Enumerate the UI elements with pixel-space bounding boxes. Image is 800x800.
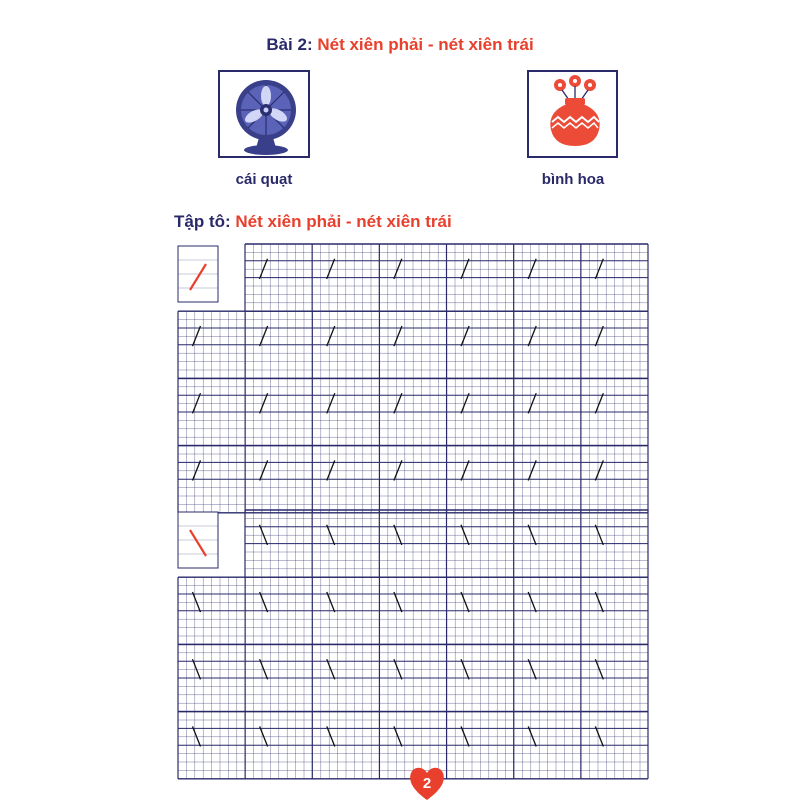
example-card: [178, 246, 218, 302]
trace-stroke[interactable]: [260, 326, 268, 346]
trace-stroke[interactable]: [394, 393, 402, 413]
trace-stroke[interactable]: [461, 726, 469, 746]
trace-stroke[interactable]: [192, 393, 200, 413]
trace-stroke[interactable]: [260, 659, 268, 679]
trace-stroke[interactable]: [394, 326, 402, 346]
practice-row: [178, 644, 648, 711]
trace-stroke[interactable]: [192, 460, 200, 480]
trace-stroke[interactable]: [327, 525, 335, 545]
practice-block: [178, 510, 648, 779]
practice-prefix: Tập tô:: [174, 212, 231, 231]
trace-stroke[interactable]: [192, 726, 200, 746]
practice-name: Nét xiên phải - nét xiên trái: [235, 212, 452, 231]
practice-block: [178, 244, 648, 513]
exercise-prefix: Bài 2:: [266, 35, 313, 54]
practice-row: [178, 446, 648, 513]
trace-stroke[interactable]: [461, 393, 469, 413]
trace-stroke[interactable]: [394, 726, 402, 746]
practice-row: [245, 510, 648, 577]
trace-stroke[interactable]: [327, 326, 335, 346]
trace-stroke[interactable]: [461, 259, 469, 279]
trace-stroke[interactable]: [595, 393, 603, 413]
trace-stroke[interactable]: [528, 393, 536, 413]
trace-stroke[interactable]: [461, 659, 469, 679]
trace-stroke[interactable]: [528, 592, 536, 612]
trace-stroke[interactable]: [595, 460, 603, 480]
trace-stroke[interactable]: [394, 259, 402, 279]
trace-stroke[interactable]: [192, 659, 200, 679]
trace-stroke[interactable]: [394, 460, 402, 480]
practice-row: [178, 311, 648, 378]
trace-stroke[interactable]: [595, 326, 603, 346]
trace-stroke[interactable]: [528, 726, 536, 746]
fan-caption: cái quạt: [235, 171, 293, 188]
practice-row: [178, 378, 648, 445]
trace-stroke[interactable]: [327, 460, 335, 480]
trace-stroke[interactable]: [461, 592, 469, 612]
trace-stroke[interactable]: [595, 659, 603, 679]
trace-stroke[interactable]: [327, 393, 335, 413]
trace-stroke[interactable]: [260, 393, 268, 413]
example-card: [178, 512, 218, 568]
trace-stroke[interactable]: [461, 326, 469, 346]
trace-stroke[interactable]: [192, 326, 200, 346]
trace-stroke[interactable]: [595, 259, 603, 279]
trace-stroke[interactable]: [394, 525, 402, 545]
page-number: 2: [422, 775, 432, 792]
trace-stroke[interactable]: [528, 525, 536, 545]
trace-stroke[interactable]: [595, 726, 603, 746]
trace-stroke[interactable]: [327, 659, 335, 679]
trace-stroke[interactable]: [394, 659, 402, 679]
trace-stroke[interactable]: [327, 726, 335, 746]
trace-stroke[interactable]: [327, 259, 335, 279]
trace-stroke[interactable]: [528, 460, 536, 480]
trace-stroke[interactable]: [259, 525, 267, 545]
trace-stroke[interactable]: [461, 525, 469, 545]
practice-row: [178, 577, 648, 644]
trace-stroke[interactable]: [259, 259, 267, 279]
trace-stroke[interactable]: [260, 592, 268, 612]
trace-stroke[interactable]: [528, 326, 536, 346]
trace-stroke[interactable]: [394, 592, 402, 612]
trace-stroke[interactable]: [461, 460, 469, 480]
trace-stroke[interactable]: [260, 460, 268, 480]
trace-stroke[interactable]: [260, 726, 268, 746]
practice-row: [245, 244, 648, 311]
trace-stroke[interactable]: [528, 259, 536, 279]
trace-stroke[interactable]: [192, 592, 200, 612]
trace-stroke[interactable]: [595, 592, 603, 612]
exercise-name: Nét xiên phải - nét xiên trái: [317, 35, 534, 54]
trace-stroke[interactable]: [327, 592, 335, 612]
trace-stroke[interactable]: [528, 659, 536, 679]
vase-caption: bình hoa: [541, 171, 605, 188]
trace-stroke[interactable]: [595, 525, 603, 545]
